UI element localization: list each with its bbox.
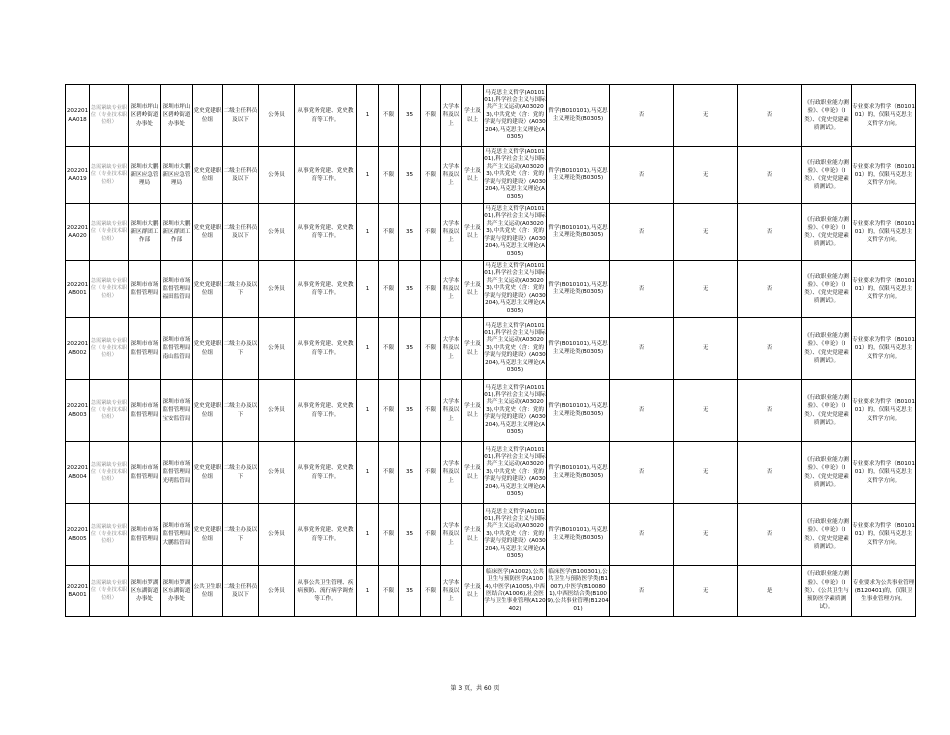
- exam-subjects-cell: 《行政职业能力测验》、《申论》（Ⅰ类）、《党史党建素质测试》。: [802, 318, 852, 380]
- education-cell: 大学本科及以上: [441, 85, 462, 147]
- table-row: [66, 318, 916, 380]
- unit-cell: 深圳市市场监督管理局: [129, 442, 161, 504]
- duty-cell: 从事党务党建、党史教育等工作。: [295, 204, 357, 261]
- graduate-major-cell: 马克思主义哲学(A010101),科学社会主义与国际共产主义运动(A030203),中共党史（含：党的学说与党的建设）(A030204),马克思主义理论(A0305): [484, 504, 547, 566]
- requirement-cell: 否: [610, 318, 674, 380]
- table-row: [66, 442, 916, 504]
- hiring-count-cell: 1: [357, 147, 379, 204]
- category-cell: 急需紧缺专业职位（专业技术职位组）: [90, 504, 129, 566]
- restriction-cell: 不限: [379, 147, 399, 204]
- position-code-cell: 202201AA019: [66, 147, 90, 204]
- table-row: [66, 147, 916, 204]
- requirement-cell: 否: [610, 85, 674, 147]
- position-code-cell: 202201AB005: [66, 504, 90, 566]
- staff-type-cell: 公务员: [259, 261, 295, 318]
- department-cell: 深圳市市场监督管理局宝安监管局: [161, 380, 193, 442]
- experience-cell: 无: [674, 504, 738, 566]
- rank-cell: 二级主任科员及以下: [223, 204, 259, 261]
- experience-cell: 无: [674, 566, 738, 617]
- gender-cell: 不限: [421, 85, 441, 147]
- remarks-cell: 专业要求为哲学（B010101）的，仅限马克思主义哲学方向。: [852, 147, 916, 204]
- education-cell: 大学本科及以上: [441, 442, 462, 504]
- exam-subjects-cell: 《行政职业能力测验》、《申论》（Ⅰ类）、《公共卫生与预防医学素质测试》。: [802, 566, 852, 617]
- hiring-count-cell: 1: [357, 442, 379, 504]
- gender-cell: 不限: [421, 147, 441, 204]
- duty-cell: 从事党务党建、党史教育等工作。: [295, 380, 357, 442]
- exam-subjects-cell: 《行政职业能力测验》、《申论》（Ⅰ类）、《党史党建素质测试》。: [802, 147, 852, 204]
- gender-cell: 不限: [421, 380, 441, 442]
- education-cell: 大学本科及以上: [441, 261, 462, 318]
- restriction-cell: 不限: [379, 504, 399, 566]
- rank-cell: 二级主任科员及以下: [223, 566, 259, 617]
- unit-cell: 深圳市坪山区碧岭街道办事处: [129, 85, 161, 147]
- hiring-count-cell: 1: [357, 380, 379, 442]
- category-cell: 急需紧缺专业职位（专业技术职位组）: [90, 147, 129, 204]
- age-limit-cell: 35: [399, 442, 421, 504]
- category-cell: 急需紧缺专业职位（专业技术职位组）: [90, 85, 129, 147]
- experience-cell: 无: [674, 261, 738, 318]
- education-cell: 大学本科及以上: [441, 204, 462, 261]
- staff-type-cell: 公务员: [259, 566, 295, 617]
- restriction-cell: 不限: [379, 85, 399, 147]
- position-code-cell: 202201AB003: [66, 380, 90, 442]
- category-cell: 急需紧缺专业职位（专业技术职位组）: [90, 566, 129, 617]
- experience-cell: 无: [674, 318, 738, 380]
- graduate-major-cell: 马克思主义哲学(A010101),科学社会主义与国际共产主义运动(A030203),中共党史（含：党的学说与党的建设）(A030204),马克思主义理论(A0305): [484, 442, 547, 504]
- unit-cell: 深圳市大鹏新区应急管理局: [129, 147, 161, 204]
- exam-subjects-cell: 《行政职业能力测验》、《申论》（Ⅰ类）、《党史党建素质测试》。: [802, 261, 852, 318]
- gender-cell: 不限: [421, 442, 441, 504]
- staff-type-cell: 公务员: [259, 380, 295, 442]
- degree-cell: 学士及以上: [462, 566, 484, 617]
- position-code-cell: 202201AA018: [66, 85, 90, 147]
- position-code-cell: 202201AB002: [66, 318, 90, 380]
- category-cell: 急需紧缺专业职位（专业技术职位组）: [90, 442, 129, 504]
- bachelor-major-cell: 哲学(B010101),马克思主义理论类(B0305): [547, 85, 610, 147]
- category-cell: 急需紧缺专业职位（专业技术职位组）: [90, 204, 129, 261]
- position-group-cell: 党史党建职位组: [193, 442, 223, 504]
- restriction-cell: 不限: [379, 442, 399, 504]
- restriction-cell: 不限: [379, 566, 399, 617]
- age-limit-cell: 35: [399, 261, 421, 318]
- duty-cell: 从事党务党建、党史教育等工作。: [295, 147, 357, 204]
- exam-subjects-cell: 《行政职业能力测验》、《申论》（Ⅰ类）、《党史党建素质测试》。: [802, 204, 852, 261]
- duty-cell: 从事党务党建、党史教育等工作。: [295, 318, 357, 380]
- staff-type-cell: 公务员: [259, 442, 295, 504]
- gender-cell: 不限: [421, 318, 441, 380]
- restriction-cell: 不限: [379, 318, 399, 380]
- gender-cell: 不限: [421, 504, 441, 566]
- restriction-cell: 不限: [379, 204, 399, 261]
- staff-type-cell: 公务员: [259, 318, 295, 380]
- education-cell: 大学本科及以上: [441, 504, 462, 566]
- experience-cell: 无: [674, 147, 738, 204]
- degree-cell: 学士及以上: [462, 318, 484, 380]
- condition-cell: 否: [738, 204, 802, 261]
- rank-cell: 二级主任科员及以下: [223, 85, 259, 147]
- exam-subjects-cell: 《行政职业能力测验》、《申论》（Ⅰ类）、《党史党建素质测试》。: [802, 85, 852, 147]
- degree-cell: 学士及以上: [462, 261, 484, 318]
- bachelor-major-cell: 哲学(B010101),马克思主义理论类(B0305): [547, 261, 610, 318]
- position-group-cell: 公共卫生职位组: [193, 566, 223, 617]
- bachelor-major-cell: 哲学(B010101),马克思主义理论类(B0305): [547, 504, 610, 566]
- duty-cell: 从事党务党建、党史教育等工作。: [295, 442, 357, 504]
- position-group-cell: 党史党建职位组: [193, 380, 223, 442]
- table-row: [66, 85, 916, 147]
- education-cell: 大学本科及以上: [441, 147, 462, 204]
- condition-cell: 否: [738, 261, 802, 318]
- staff-type-cell: 公务员: [259, 85, 295, 147]
- requirement-cell: 否: [610, 442, 674, 504]
- degree-cell: 学士及以上: [462, 147, 484, 204]
- rank-cell: 二级主任科员及以下: [223, 147, 259, 204]
- gender-cell: 不限: [421, 261, 441, 318]
- remarks-cell: 专业要求为哲学（B010101）的，仅限马克思主义哲学方向。: [852, 85, 916, 147]
- position-group-cell: 党史党建职位组: [193, 318, 223, 380]
- bachelor-major-cell: 临床医学(B100301),公共卫生与预防医学类(B1007),中医学(B100801),中西医结合类(B1009),公共事业管理(B120401): [547, 566, 610, 617]
- department-cell: 深圳市市场监督管理局光明监管局: [161, 442, 193, 504]
- position-group-cell: 党史党建职位组: [193, 147, 223, 204]
- graduate-major-cell: 临床医学(A1002),公共卫生与预防医学(A1004),中医学(A1005),中西医结合(A1006),社会医学与卫生事业管理(A120402): [484, 566, 547, 617]
- department-cell: 深圳市市场监督管理局南山监管局: [161, 318, 193, 380]
- age-limit-cell: 35: [399, 318, 421, 380]
- condition-cell: 否: [738, 380, 802, 442]
- remarks-cell: 专业要求为哲学（B010101）的，仅限马克思主义哲学方向。: [852, 318, 916, 380]
- requirement-cell: 否: [610, 566, 674, 617]
- position-code-cell: 202201BA001: [66, 566, 90, 617]
- hiring-count-cell: 1: [357, 318, 379, 380]
- degree-cell: 学士及以上: [462, 85, 484, 147]
- rank-cell: 二级主办及以下: [223, 318, 259, 380]
- table-row: [66, 504, 916, 566]
- staff-type-cell: 公务员: [259, 147, 295, 204]
- rank-cell: 二级主办及以下: [223, 261, 259, 318]
- condition-cell: 否: [738, 147, 802, 204]
- page-footer: 第 3 页，共 60 页: [450, 685, 500, 692]
- graduate-major-cell: 马克思主义哲学(A010101),科学社会主义与国际共产主义运动(A030203),中共党史（含：党的学说与党的建设）(A030204),马克思主义理论(A0305): [484, 85, 547, 147]
- exam-subjects-cell: 《行政职业能力测验》、《申论》（Ⅰ类）、《党史党建素质测试》。: [802, 504, 852, 566]
- requirement-cell: 否: [610, 204, 674, 261]
- category-cell: 急需紧缺专业职位（专业技术职位组）: [90, 261, 129, 318]
- rank-cell: 二级主办及以下: [223, 504, 259, 566]
- education-cell: 大学本科及以上: [441, 318, 462, 380]
- remarks-cell: 专业要求为哲学（B010101）的，仅限马克思主义哲学方向。: [852, 442, 916, 504]
- age-limit-cell: 35: [399, 566, 421, 617]
- condition-cell: 否: [738, 442, 802, 504]
- rank-cell: 二级主办及以下: [223, 442, 259, 504]
- category-cell: 急需紧缺专业职位（专业技术职位组）: [90, 318, 129, 380]
- restriction-cell: 不限: [379, 261, 399, 318]
- restriction-cell: 不限: [379, 380, 399, 442]
- table-row: [66, 380, 916, 442]
- bachelor-major-cell: 哲学(B010101),马克思主义理论类(B0305): [547, 380, 610, 442]
- remarks-cell: 专业要求为哲学（B010101）的，仅限马克思主义哲学方向。: [852, 380, 916, 442]
- hiring-count-cell: 1: [357, 261, 379, 318]
- unit-cell: 深圳市市场监督管理局: [129, 318, 161, 380]
- table-body: [66, 85, 916, 617]
- table-row: [66, 566, 916, 617]
- bachelor-major-cell: 哲学(B010101),马克思主义理论类(B0305): [547, 147, 610, 204]
- hiring-count-cell: 1: [357, 204, 379, 261]
- unit-cell: 深圳市市场监督管理局: [129, 261, 161, 318]
- condition-cell: 是: [738, 566, 802, 617]
- duty-cell: 从事党务党建、党史教育等工作。: [295, 85, 357, 147]
- department-cell: 深圳市大鹏新区群团工作部: [161, 204, 193, 261]
- graduate-major-cell: 马克思主义哲学(A010101),科学社会主义与国际共产主义运动(A030203),中共党史（含：党的学说与党的建设）(A030204),马克思主义理论(A0305): [484, 204, 547, 261]
- hiring-count-cell: 1: [357, 504, 379, 566]
- degree-cell: 学士及以上: [462, 380, 484, 442]
- experience-cell: 无: [674, 204, 738, 261]
- bachelor-major-cell: 哲学(B010101),马克思主义理论类(B0305): [547, 442, 610, 504]
- department-cell: 深圳市大鹏新区应急管理局: [161, 147, 193, 204]
- remarks-cell: 专业要求为哲学（B010101）的，仅限马克思主义哲学方向。: [852, 204, 916, 261]
- hiring-count-cell: 1: [357, 566, 379, 617]
- age-limit-cell: 35: [399, 504, 421, 566]
- requirement-cell: 否: [610, 504, 674, 566]
- experience-cell: 无: [674, 85, 738, 147]
- position-group-cell: 党史党建职位组: [193, 204, 223, 261]
- age-limit-cell: 35: [399, 204, 421, 261]
- condition-cell: 否: [738, 85, 802, 147]
- table-row: [66, 204, 916, 261]
- graduate-major-cell: 马克思主义哲学(A010101),科学社会主义与国际共产主义运动(A030203),中共党史（含：党的学说与党的建设）(A030204),马克思主义理论(A0305): [484, 147, 547, 204]
- position-code-cell: 202201AB001: [66, 261, 90, 318]
- requirement-cell: 否: [610, 380, 674, 442]
- duty-cell: 从事党务党建、党史教育等工作。: [295, 504, 357, 566]
- table-row: [66, 261, 916, 318]
- unit-cell: 深圳市大鹏新区群团工作部: [129, 204, 161, 261]
- position-group-cell: 党史党建职位组: [193, 85, 223, 147]
- unit-cell: 深圳市罗湖区东湖街道办事处: [129, 566, 161, 617]
- condition-cell: 否: [738, 504, 802, 566]
- degree-cell: 学士及以上: [462, 442, 484, 504]
- unit-cell: 深圳市市场监督管理局: [129, 380, 161, 442]
- duty-cell: 从事党务党建、党史教育等工作。: [295, 261, 357, 318]
- department-cell: 深圳市坪山区碧岭街道办事处: [161, 85, 193, 147]
- staff-type-cell: 公务员: [259, 204, 295, 261]
- department-cell: 深圳市市场监督管理局大鹏监管局: [161, 504, 193, 566]
- experience-cell: 无: [674, 442, 738, 504]
- degree-cell: 学士及以上: [462, 204, 484, 261]
- education-cell: 大学本科及以上: [441, 566, 462, 617]
- age-limit-cell: 35: [399, 380, 421, 442]
- age-limit-cell: 35: [399, 147, 421, 204]
- education-cell: 大学本科及以上: [441, 380, 462, 442]
- age-limit-cell: 35: [399, 85, 421, 147]
- graduate-major-cell: 马克思主义哲学(A010101),科学社会主义与国际共产主义运动(A030203),中共党史（含：党的学说与党的建设）(A030204),马克思主义理论(A0305): [484, 380, 547, 442]
- rank-cell: 二级主办及以下: [223, 380, 259, 442]
- category-cell: 急需紧缺专业职位（专业技术职位组）: [90, 380, 129, 442]
- position-code-cell: 202201AA020: [66, 204, 90, 261]
- requirement-cell: 否: [610, 147, 674, 204]
- remarks-cell: 专业要求为公共事业管理(B120401)的，仅限卫生事业管理方向。: [852, 566, 916, 617]
- exam-subjects-cell: 《行政职业能力测验》、《申论》（Ⅰ类）、《党史党建素质测试》。: [802, 442, 852, 504]
- gender-cell: 不限: [421, 566, 441, 617]
- unit-cell: 深圳市市场监督管理局: [129, 504, 161, 566]
- graduate-major-cell: 马克思主义哲学(A010101),科学社会主义与国际共产主义运动(A030203),中共党史（含：党的学说与党的建设）(A030204),马克思主义理论(A0305): [484, 318, 547, 380]
- position-group-cell: 党史党建职位组: [193, 504, 223, 566]
- position-group-cell: 党史党建职位组: [193, 261, 223, 318]
- staff-type-cell: 公务员: [259, 504, 295, 566]
- graduate-major-cell: 马克思主义哲学(A010101),科学社会主义与国际共产主义运动(A030203),中共党史（含：党的学说与党的建设）(A030204),马克思主义理论(A0305): [484, 261, 547, 318]
- department-cell: 深圳市市场监督管理局福田监管局: [161, 261, 193, 318]
- condition-cell: 否: [738, 318, 802, 380]
- requirement-cell: 否: [610, 261, 674, 318]
- department-cell: 深圳市罗湖区东湖街道办事处: [161, 566, 193, 617]
- remarks-cell: 专业要求为哲学（B010101）的，仅限马克思主义哲学方向。: [852, 261, 916, 318]
- remarks-cell: 专业要求为哲学（B010101）的，仅限马克思主义哲学方向。: [852, 504, 916, 566]
- exam-subjects-cell: 《行政职业能力测验》、《申论》（Ⅰ类）、《党史党建素质测试》。: [802, 380, 852, 442]
- duty-cell: 从事公共卫生管理、疾病预防、流行病学调查等工作。: [295, 566, 357, 617]
- hiring-count-cell: 1: [357, 85, 379, 147]
- position-code-cell: 202201AB004: [66, 442, 90, 504]
- bachelor-major-cell: 哲学(B010101),马克思主义理论类(B0305): [547, 318, 610, 380]
- experience-cell: 无: [674, 380, 738, 442]
- gender-cell: 不限: [421, 204, 441, 261]
- position-table: [65, 84, 916, 617]
- degree-cell: 学士及以上: [462, 504, 484, 566]
- bachelor-major-cell: 哲学(B010101),马克思主义理论类(B0305): [547, 204, 610, 261]
